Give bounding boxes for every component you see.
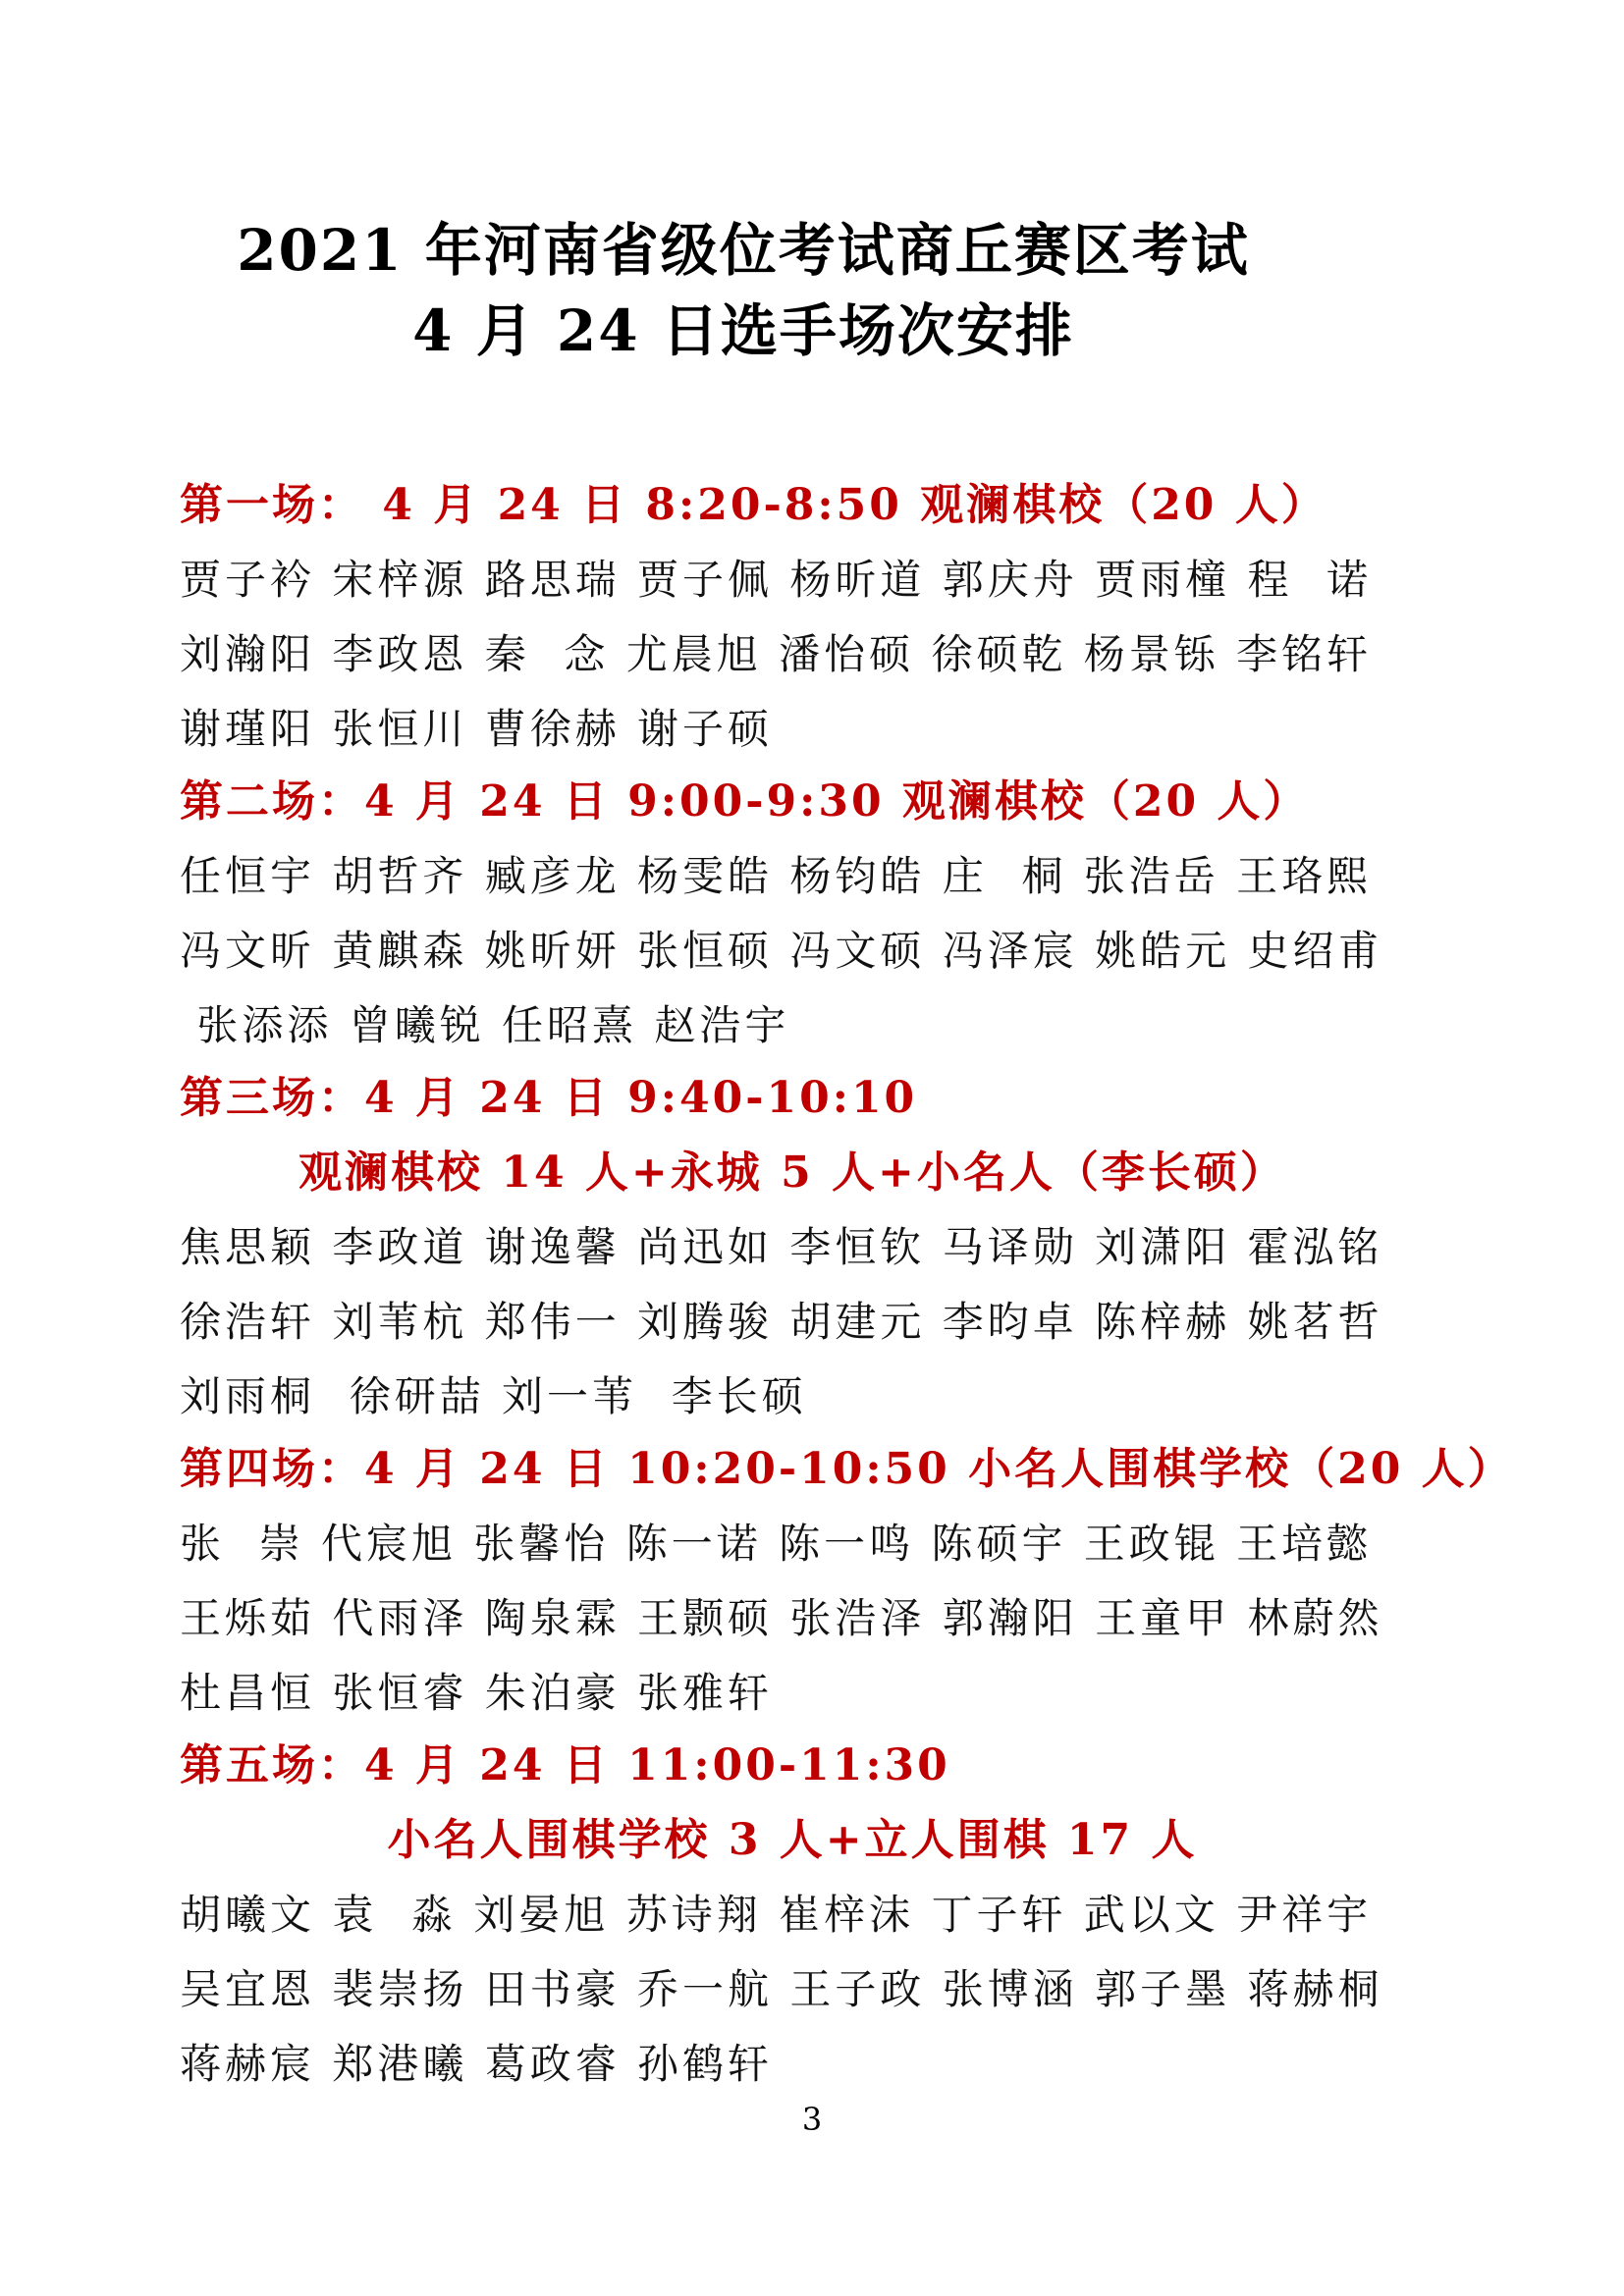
session-4-names-line-3: 杜昌恒 张恒睿 朱泊豪 张雅轩 bbox=[180, 1669, 774, 1717]
session-3-names-line-2: 徐浩轩 刘苇杭 郑伟一 刘腾骏 胡建元 李昀卓 陈梓赫 姚茗哲 bbox=[180, 1298, 1383, 1346]
session-5-subheading: 小名人围棋学校 3 人+立人围棋 17 人 bbox=[387, 1815, 1198, 1865]
session-5-names-line-3: 蒋赫宸 郑港曦 葛政睿 孙鹤轩 bbox=[180, 2040, 774, 2088]
session-3-names-line-3: 刘雨桐 徐研喆 刘一苇 李长硕 bbox=[180, 1372, 807, 1420]
session-2-names-line-1: 任恒宇 胡哲齐 臧彦龙 杨雯皓 杨钧皓 庄 桐 张浩岳 王珞熙 bbox=[180, 852, 1373, 900]
session-1-names-line-1: 贾子衿 宋梓源 路思瑞 贾子佩 杨昕道 郭庆舟 贾雨橦 程 诺 bbox=[180, 556, 1373, 604]
session-2-heading: 第二场：4 月 24 日 9:00-9:30 观澜棋校（20 人） bbox=[180, 776, 1310, 827]
session-3-names-line-1: 焦思颖 李政道 谢逸馨 尚迅如 李恒钦 马译勋 刘潇阳 霍泓铭 bbox=[180, 1223, 1383, 1271]
session-1-heading: 第一场： 4 月 24 日 8:20-8:50 观澜棋校（20 人） bbox=[180, 480, 1327, 530]
session-4-names-line-1: 张 崇 代宸旭 张馨怡 陈一诺 陈一鸣 陈硕宇 王政锟 王培懿 bbox=[180, 1520, 1373, 1568]
session-3-heading: 第三场：4 月 24 日 9:40-10:10 bbox=[180, 1073, 918, 1123]
session-4-names-line-2: 王烁茹 代雨泽 陶泉霖 王颢硕 张浩泽 郭瀚阳 王童甲 林蔚然 bbox=[180, 1594, 1383, 1642]
session-2-names-line-3: 张添添 曾曦锐 任昭熹 赵浩宇 bbox=[180, 1001, 790, 1049]
session-3-subheading: 观澜棋校 14 人+永城 5 人+小名人（李长硕） bbox=[298, 1148, 1286, 1198]
session-1-names-line-2: 刘瀚阳 李政恩 秦 念 尤晨旭 潘怡硕 徐硕乾 杨景铄 李铭轩 bbox=[180, 630, 1373, 678]
session-4-heading: 第四场：4 月 24 日 10:20-10:50 小名人围棋学校（20 人） bbox=[180, 1444, 1514, 1494]
session-1-names-line-3: 谢瑾阳 张恒川 曹徐赫 谢子硕 bbox=[180, 705, 774, 753]
session-5-names-line-2: 吴宜恩 裴崇扬 田书豪 乔一航 王子政 张博涵 郭子墨 蒋赫桐 bbox=[180, 1965, 1383, 2013]
document-title-line-1: 2021 年河南省级位考试商丘赛区考试 bbox=[237, 217, 1250, 284]
document-title-line-2: 4 月 24 日选手场次安排 bbox=[412, 297, 1074, 364]
session-5-names-line-1: 胡曦文 袁 淼 刘晏旭 苏诗翔 崔梓沫 丁子轩 武以文 尹祥宇 bbox=[180, 1891, 1373, 1939]
session-5-heading: 第五场：4 月 24 日 11:00-11:30 bbox=[180, 1740, 950, 1790]
session-2-names-line-2: 冯文昕 黄麒森 姚昕妍 张恒硕 冯文硕 冯泽宸 姚皓元 史绍甫 bbox=[180, 927, 1383, 975]
page-number: 3 bbox=[801, 2101, 823, 2138]
